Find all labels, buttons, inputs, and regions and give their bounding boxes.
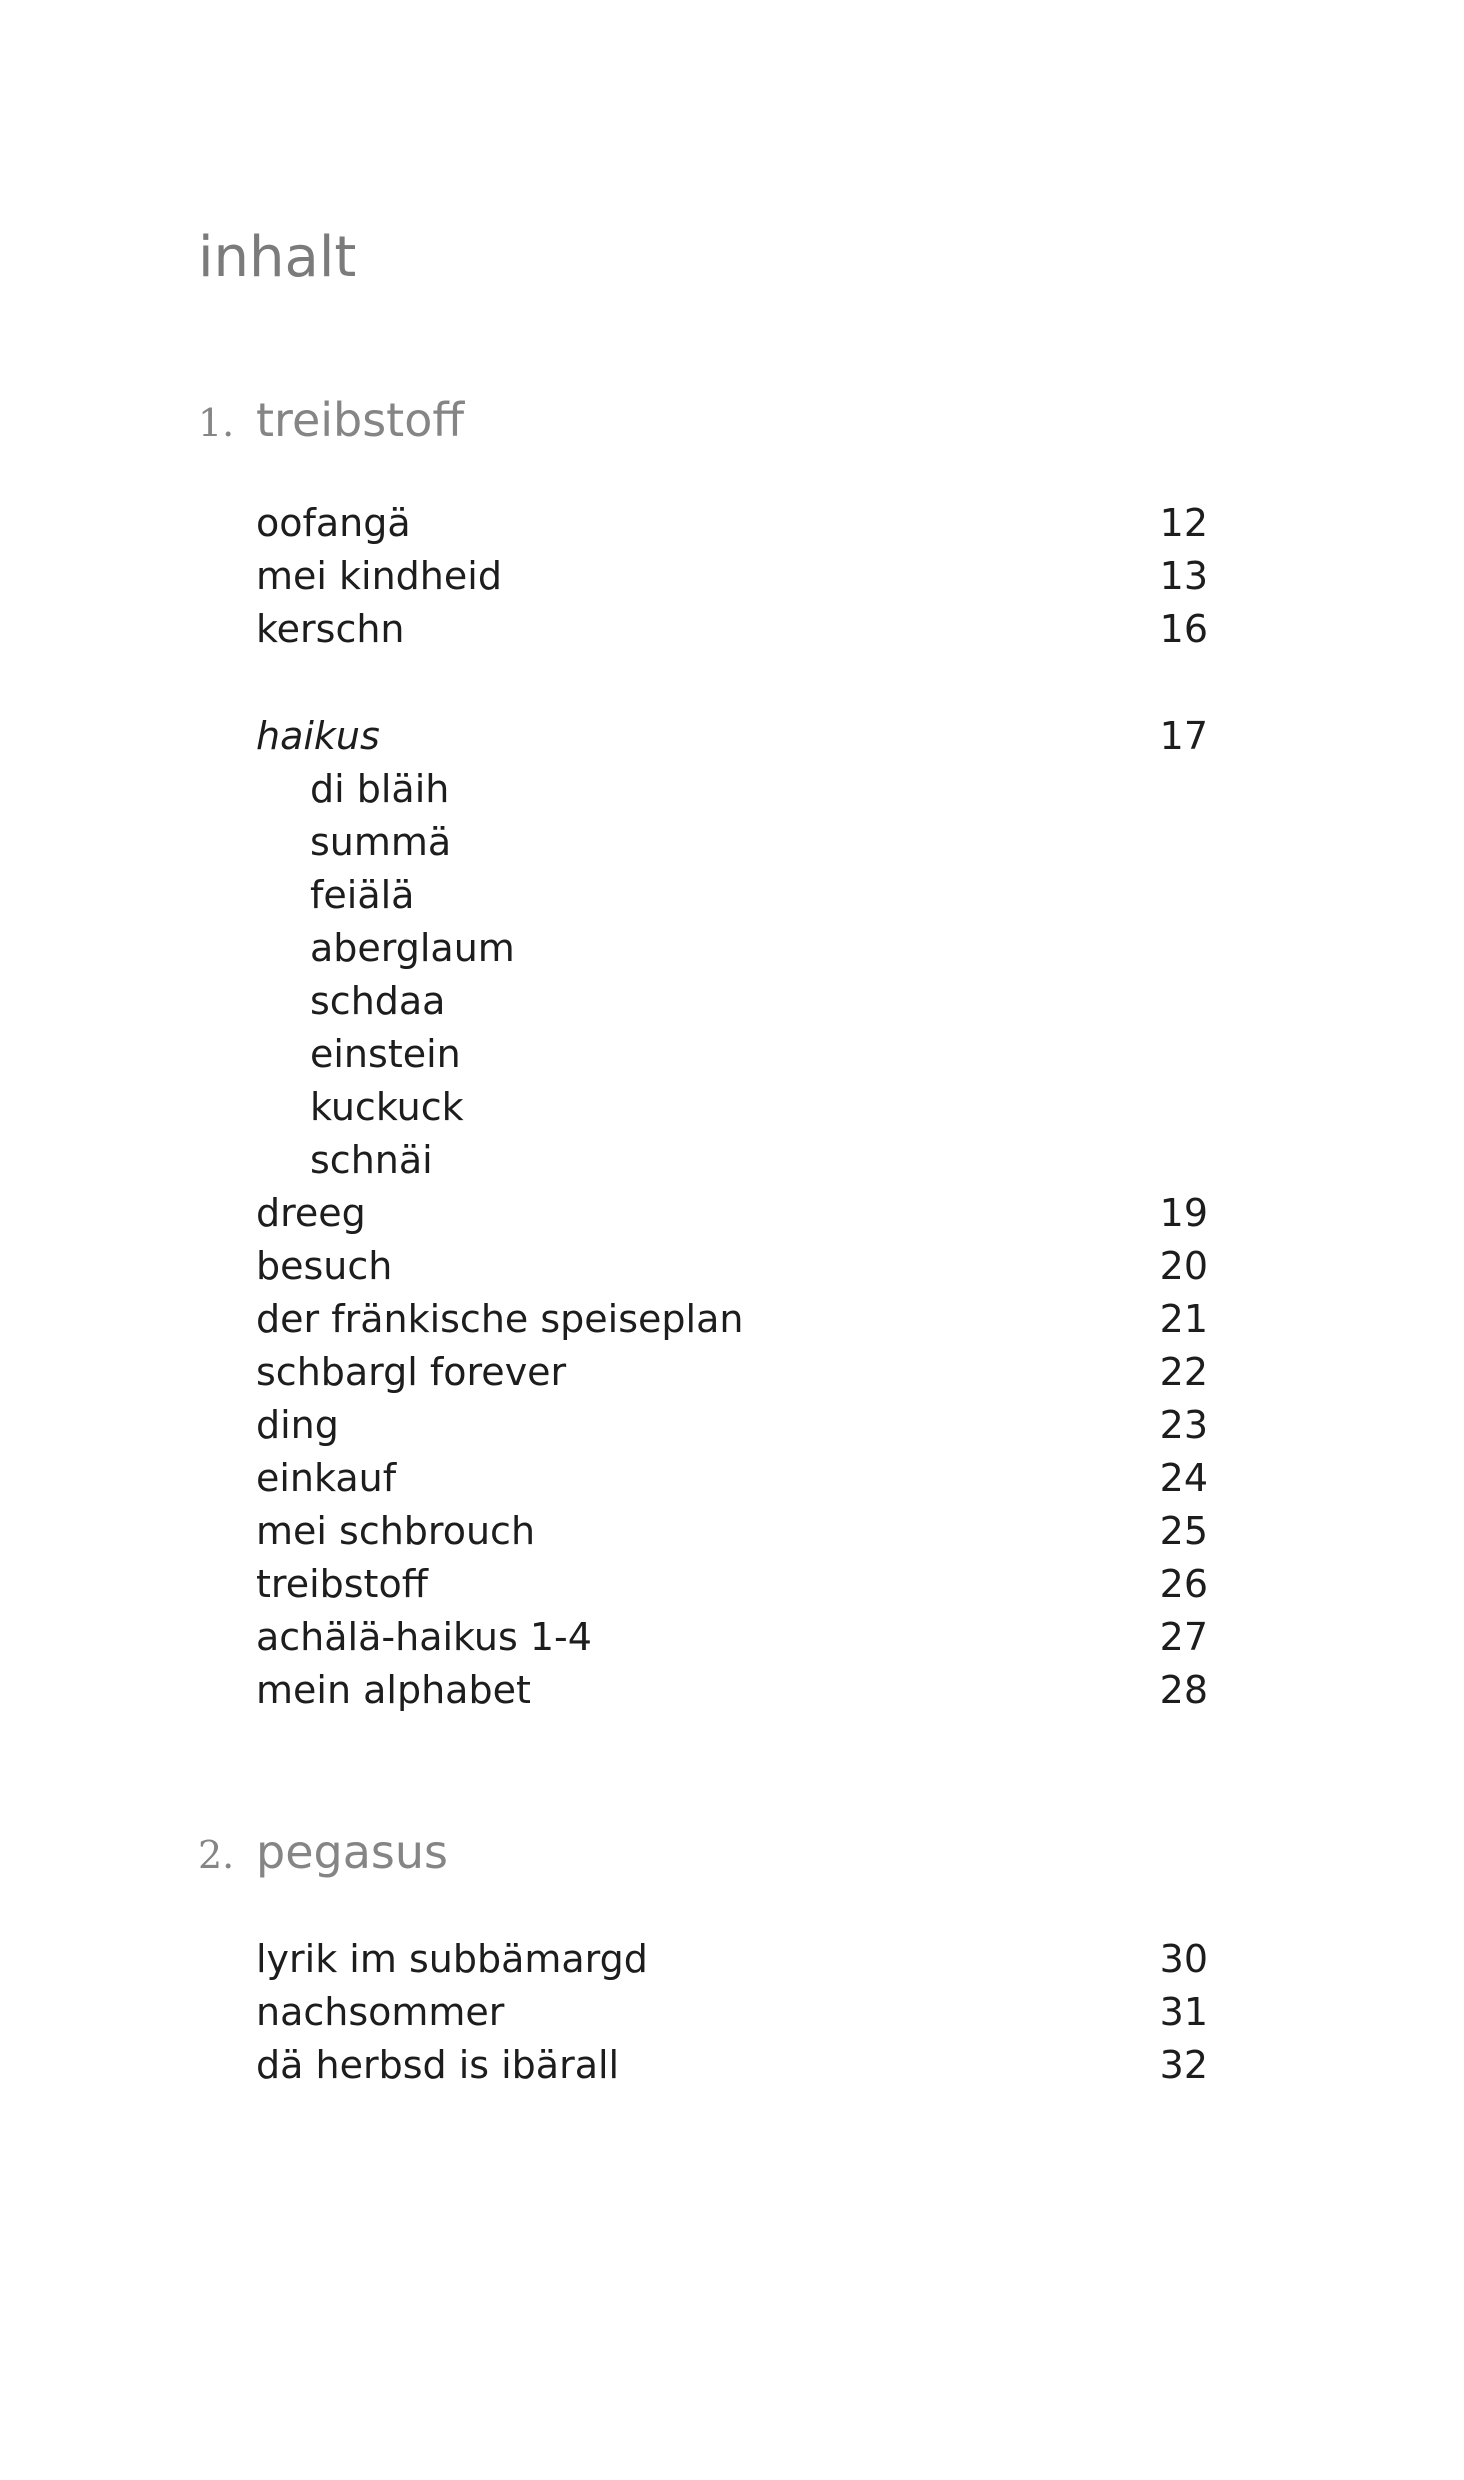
toc-entry-title: kuckuck: [310, 1085, 464, 1129]
toc-entry: [256, 1986, 1208, 2039]
toc-entry-title: schbargl forever: [256, 1350, 567, 1394]
toc-entry-title: dä herbsd is ibärall: [256, 2043, 620, 2087]
toc-entry: [256, 1293, 1208, 1346]
section-number: 2.: [198, 1833, 235, 1877]
toc-entry: [256, 603, 1208, 656]
toc-entry-title: einstein: [310, 1032, 461, 1076]
toc-entry: [256, 550, 1208, 603]
toc-subentry: [310, 975, 1208, 1028]
toc-entry-page-number: 21: [1159, 1297, 1208, 1341]
section-name: pegasus: [256, 1825, 448, 1879]
section-number: 1.: [198, 401, 235, 445]
toc-subentry: [310, 1028, 1208, 1081]
toc-entry-title: di bläih: [310, 767, 450, 811]
toc-entry: [256, 1611, 1208, 1664]
section-heading-treibstoff: [198, 380, 464, 460]
toc-entry: [256, 1187, 1208, 1240]
toc-entry-title: mei kindheid: [256, 554, 502, 598]
toc-entry-page-number: 27: [1159, 1615, 1208, 1659]
toc-entry: [256, 1452, 1208, 1505]
toc-subentry: [310, 1134, 1208, 1187]
toc-entry-page-number: 12: [1159, 501, 1208, 545]
toc-entry-title: feiälä: [310, 873, 415, 917]
toc-entry-page-number: 16: [1159, 607, 1208, 651]
toc-entry-page-number: 22: [1159, 1350, 1208, 1394]
toc-entry-title: nachsommer: [256, 1990, 505, 2034]
toc-entry: [256, 497, 1208, 550]
toc-entry: [256, 1558, 1208, 1611]
section-heading-pegasus: [198, 1812, 448, 1892]
toc-entry: [256, 2039, 1208, 2092]
toc-entry-page-number: 25: [1159, 1509, 1208, 1553]
toc-entry-page-number: 26: [1159, 1562, 1208, 1606]
toc-entry-title: mein alphabet: [256, 1668, 531, 1712]
toc-entry-title: schnäi: [310, 1138, 433, 1182]
toc-entry-page-number: 13: [1159, 554, 1208, 598]
toc-entry-page-number: 20: [1159, 1244, 1208, 1288]
toc-entry-title: oofangä: [256, 501, 411, 545]
toc-entry-title: summä: [310, 820, 452, 864]
toc-entry-page-number: 19: [1159, 1191, 1208, 1235]
toc-entry-title: der fränkische speiseplan: [256, 1297, 744, 1341]
toc-entry-title: besuch: [256, 1244, 393, 1288]
toc-entry-page-number: 32: [1159, 2043, 1208, 2087]
toc-entry-page-number: 23: [1159, 1403, 1208, 1447]
toc-entry-title: einkauf: [256, 1456, 397, 1500]
toc-entry: [256, 1240, 1208, 1293]
toc-entry: [256, 1399, 1208, 1452]
toc-subentry: [310, 763, 1208, 816]
toc-entry-title: haikus: [256, 714, 380, 758]
toc-subentry: [310, 816, 1208, 869]
toc-entry-title: aberglaum: [310, 926, 515, 970]
toc-entry-title: lyrik im subbämargd: [256, 1937, 648, 1981]
toc-entry-page-number: 28: [1159, 1668, 1208, 1712]
toc-entry-title: schdaa: [310, 979, 446, 1023]
toc-entry-title: ding: [256, 1403, 339, 1447]
section-name: treibstoff: [256, 393, 465, 447]
toc-entry-title: dreeg: [256, 1191, 366, 1235]
toc-entry-page-number: 17: [1159, 714, 1208, 758]
page-title: inhalt: [198, 225, 357, 290]
toc-entry-title: achälä-haikus 1-4: [256, 1615, 592, 1659]
toc-entry-page-number: 31: [1159, 1990, 1208, 2034]
toc-entry-title: treibstoff: [256, 1562, 428, 1606]
toc-subentry: [310, 922, 1208, 975]
toc-entry: [256, 1664, 1208, 1717]
toc-entry-page-number: 30: [1159, 1937, 1208, 1981]
toc-entry-title: mei schbrouch: [256, 1509, 536, 1553]
toc-entry: [256, 1505, 1208, 1558]
toc-entry: [256, 710, 1208, 763]
toc-entry: [256, 1346, 1208, 1399]
toc-entry-page-number: 24: [1159, 1456, 1208, 1500]
toc-entry: [256, 1933, 1208, 1986]
toc-subentry: [310, 1081, 1208, 1134]
toc-subentry: [310, 869, 1208, 922]
toc-entry-title: kerschn: [256, 607, 405, 651]
